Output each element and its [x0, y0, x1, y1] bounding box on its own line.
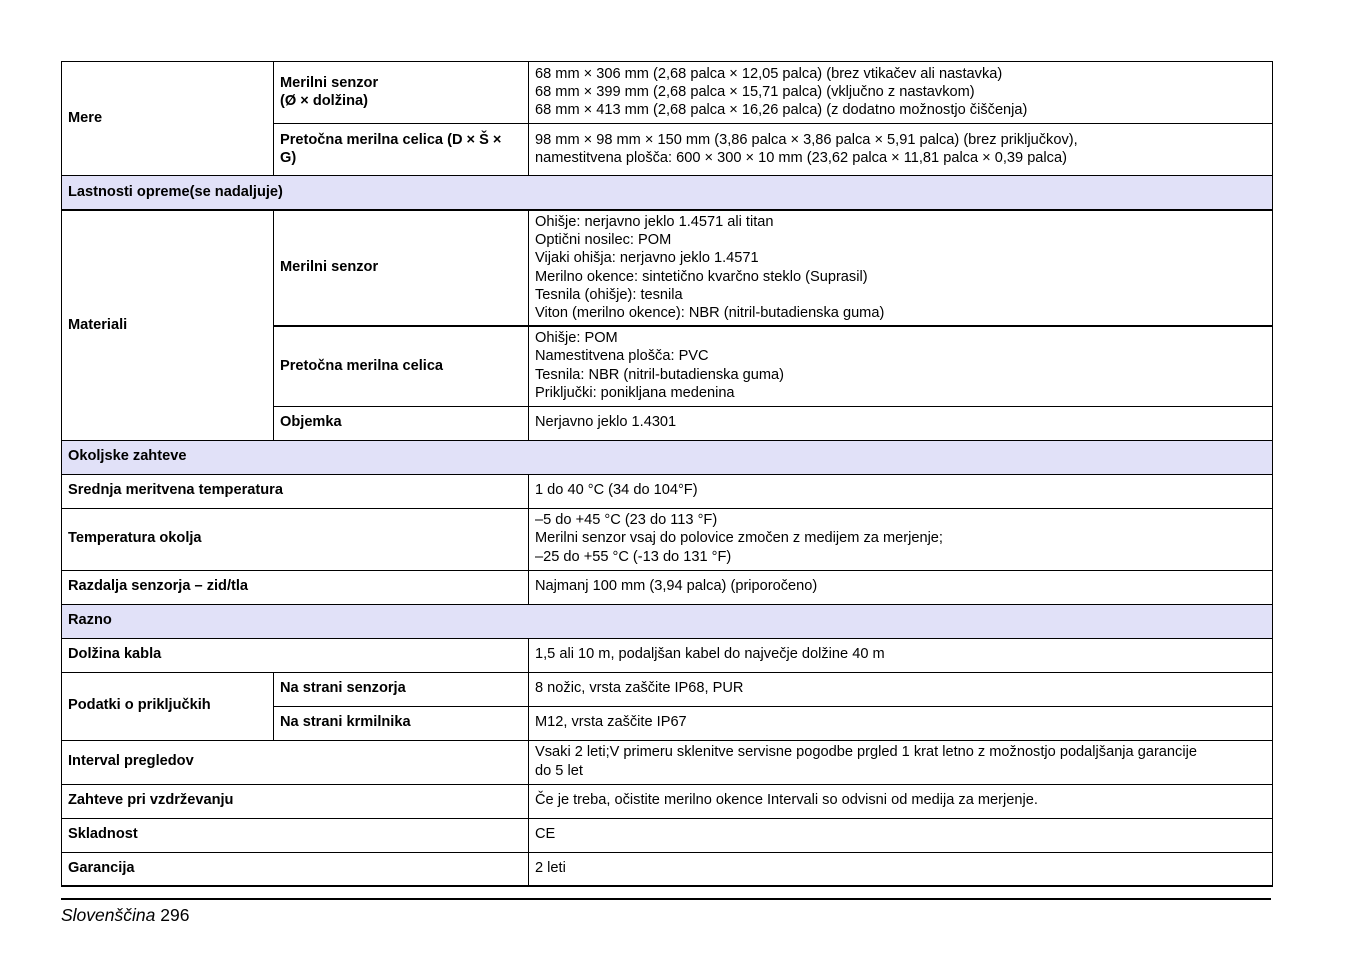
value-line: Vsaki 2 leti;V primeru sklenitve servisne pogodbe prgled 1 krat letno z možnostjo podaljšanja garancije	[535, 744, 1197, 761]
value-line: Tesnila (ohišje): tesnila	[535, 286, 683, 303]
table-row	[62, 818, 1273, 852]
table-row	[62, 474, 1273, 508]
section-misc-header: Razno	[62, 604, 1273, 638]
value-line: do 5 let	[535, 762, 583, 779]
connector-data-label: Podatki o priključkih	[62, 672, 274, 740]
ambient-temperature-value	[529, 508, 1273, 570]
value-line: Optični nosilec: POM	[535, 231, 672, 248]
maintenance-label: Zahteve pri vzdrževanju	[62, 784, 529, 818]
flow-cell-materials-label: Pretočna merilna celica	[274, 326, 529, 406]
clamp-value: Nerjavno jeklo 1.4301	[529, 406, 1273, 440]
sensor-dimensions-label	[274, 62, 529, 124]
flow-cell-dimensions-label	[274, 124, 529, 176]
clamp-label: Objemka	[274, 406, 529, 440]
table-row	[62, 62, 1273, 124]
table-row	[62, 210, 1273, 326]
value-line: Merilni senzor vsaj do polovice zmočen z medijem za merjenje;	[535, 530, 943, 547]
page-number: 296	[160, 905, 190, 925]
sensor-materials-label: Merilni senzor	[274, 210, 529, 326]
value-line: –5 do +45 °C (23 do 113 °F)	[535, 512, 718, 529]
compliance-label: Skladnost	[62, 818, 529, 852]
label-line: Pretočna merilna celica (D × Š ×	[280, 131, 502, 148]
page-footer	[61, 905, 189, 926]
table-row	[62, 672, 1273, 706]
label-line: G)	[280, 150, 297, 166]
sensor-materials-value	[529, 210, 1273, 326]
table-row	[62, 508, 1273, 570]
footer-language: Slovenščina	[61, 905, 156, 925]
connector-controller-side-value: M12, vrsta zaščite IP67	[529, 706, 1273, 740]
section-row	[62, 440, 1273, 474]
ambient-temperature-label: Temperatura okolja	[62, 508, 529, 570]
compliance-value: CE	[529, 818, 1273, 852]
value-line: namestitvena plošča: 600 × 300 × 10 mm (23,62 palca × 11,81 palca × 0,39 palca)	[535, 150, 1067, 166]
sensor-distance-label: Razdalja senzorja – zid/tla	[62, 570, 529, 604]
inspection-interval-label: Interval pregledov	[62, 740, 529, 784]
value-line: Ohišje: nerjavno jeklo 1.4571 ali titan	[535, 213, 774, 230]
flow-cell-dimensions-value	[529, 124, 1273, 176]
dimensions-label: Mere	[62, 62, 274, 176]
materials-label: Materiali	[62, 210, 274, 440]
label-line: (Ø × dolžina)	[280, 93, 368, 109]
connector-sensor-side-label: Na strani senzorja	[274, 672, 529, 706]
flow-cell-materials-value	[529, 326, 1273, 406]
table-row	[62, 784, 1273, 818]
value-line: Priključki: ponikljana medenina	[535, 385, 735, 402]
section-environment-header: Okoljske zahteve	[62, 440, 1273, 474]
value-line: Namestitvena plošča: PVC	[535, 348, 709, 365]
value-line: Viton (merilno okence): NBR (nitril-butadienska guma)	[535, 305, 885, 322]
specifications-table	[61, 61, 1273, 887]
value-line: –25 do +55 °C (-13 do 131 °F)	[535, 548, 732, 565]
value-line: Vijaki ohišja: nerjavno jeklo 1.4571	[535, 250, 759, 267]
cable-length-label: Dolžina kabla	[62, 638, 529, 672]
warranty-label: Garancija	[62, 852, 529, 886]
section-row	[62, 604, 1273, 638]
value-line: Merilno okence: sintetično kvarčno steklo (Suprasil)	[535, 268, 868, 285]
section-row	[62, 176, 1273, 211]
cable-length-value: 1,5 ali 10 m, podaljšan kabel do največje dolžine 40 m	[529, 638, 1273, 672]
table-row	[62, 740, 1273, 784]
value-line: 68 mm × 306 mm (2,68 palca × 12,05 palca) (brez vtikačev ali nastavka)	[535, 65, 1003, 82]
connector-controller-side-label: Na strani krmilnika	[274, 706, 529, 740]
table-row	[62, 638, 1273, 672]
warranty-value: 2 leti	[529, 852, 1273, 886]
label-line: Merilni senzor	[280, 74, 379, 91]
table-row	[62, 570, 1273, 604]
maintenance-value: Če je treba, očistite merilno okence Intervali so odvisni od medija za merjenje.	[529, 784, 1273, 818]
avg-temperature-label: Srednja meritvena temperatura	[62, 474, 529, 508]
value-line: Ohišje: POM	[535, 330, 618, 347]
value-line: 98 mm × 98 mm × 150 mm (3,86 palca × 3,86 palca × 5,91 palca) (brez priključkov),	[535, 131, 1078, 148]
inspection-interval-value	[529, 740, 1273, 784]
table-row	[62, 852, 1273, 886]
section-equipment-header: Lastnosti opreme(se nadaljuje)	[62, 176, 1273, 211]
connector-sensor-side-value: 8 nožic, vrsta zaščite IP68, PUR	[529, 672, 1273, 706]
sensor-distance-value: Najmanj 100 mm (3,94 palca) (priporočeno)	[529, 570, 1273, 604]
footer-divider	[61, 898, 1271, 900]
value-line: 68 mm × 399 mm (2,68 palca × 15,71 palca) (vključno z nastavkom)	[535, 83, 975, 100]
value-line: 68 mm × 413 mm (2,68 palca × 16,26 palca) (z dodatno možnostjo čiščenja)	[535, 102, 1028, 119]
avg-temperature-value: 1 do 40 °C (34 do 104°F)	[529, 474, 1273, 508]
sensor-dimensions-value	[529, 62, 1273, 124]
value-line: Tesnila: NBR (nitril-butadienska guma)	[535, 366, 785, 383]
